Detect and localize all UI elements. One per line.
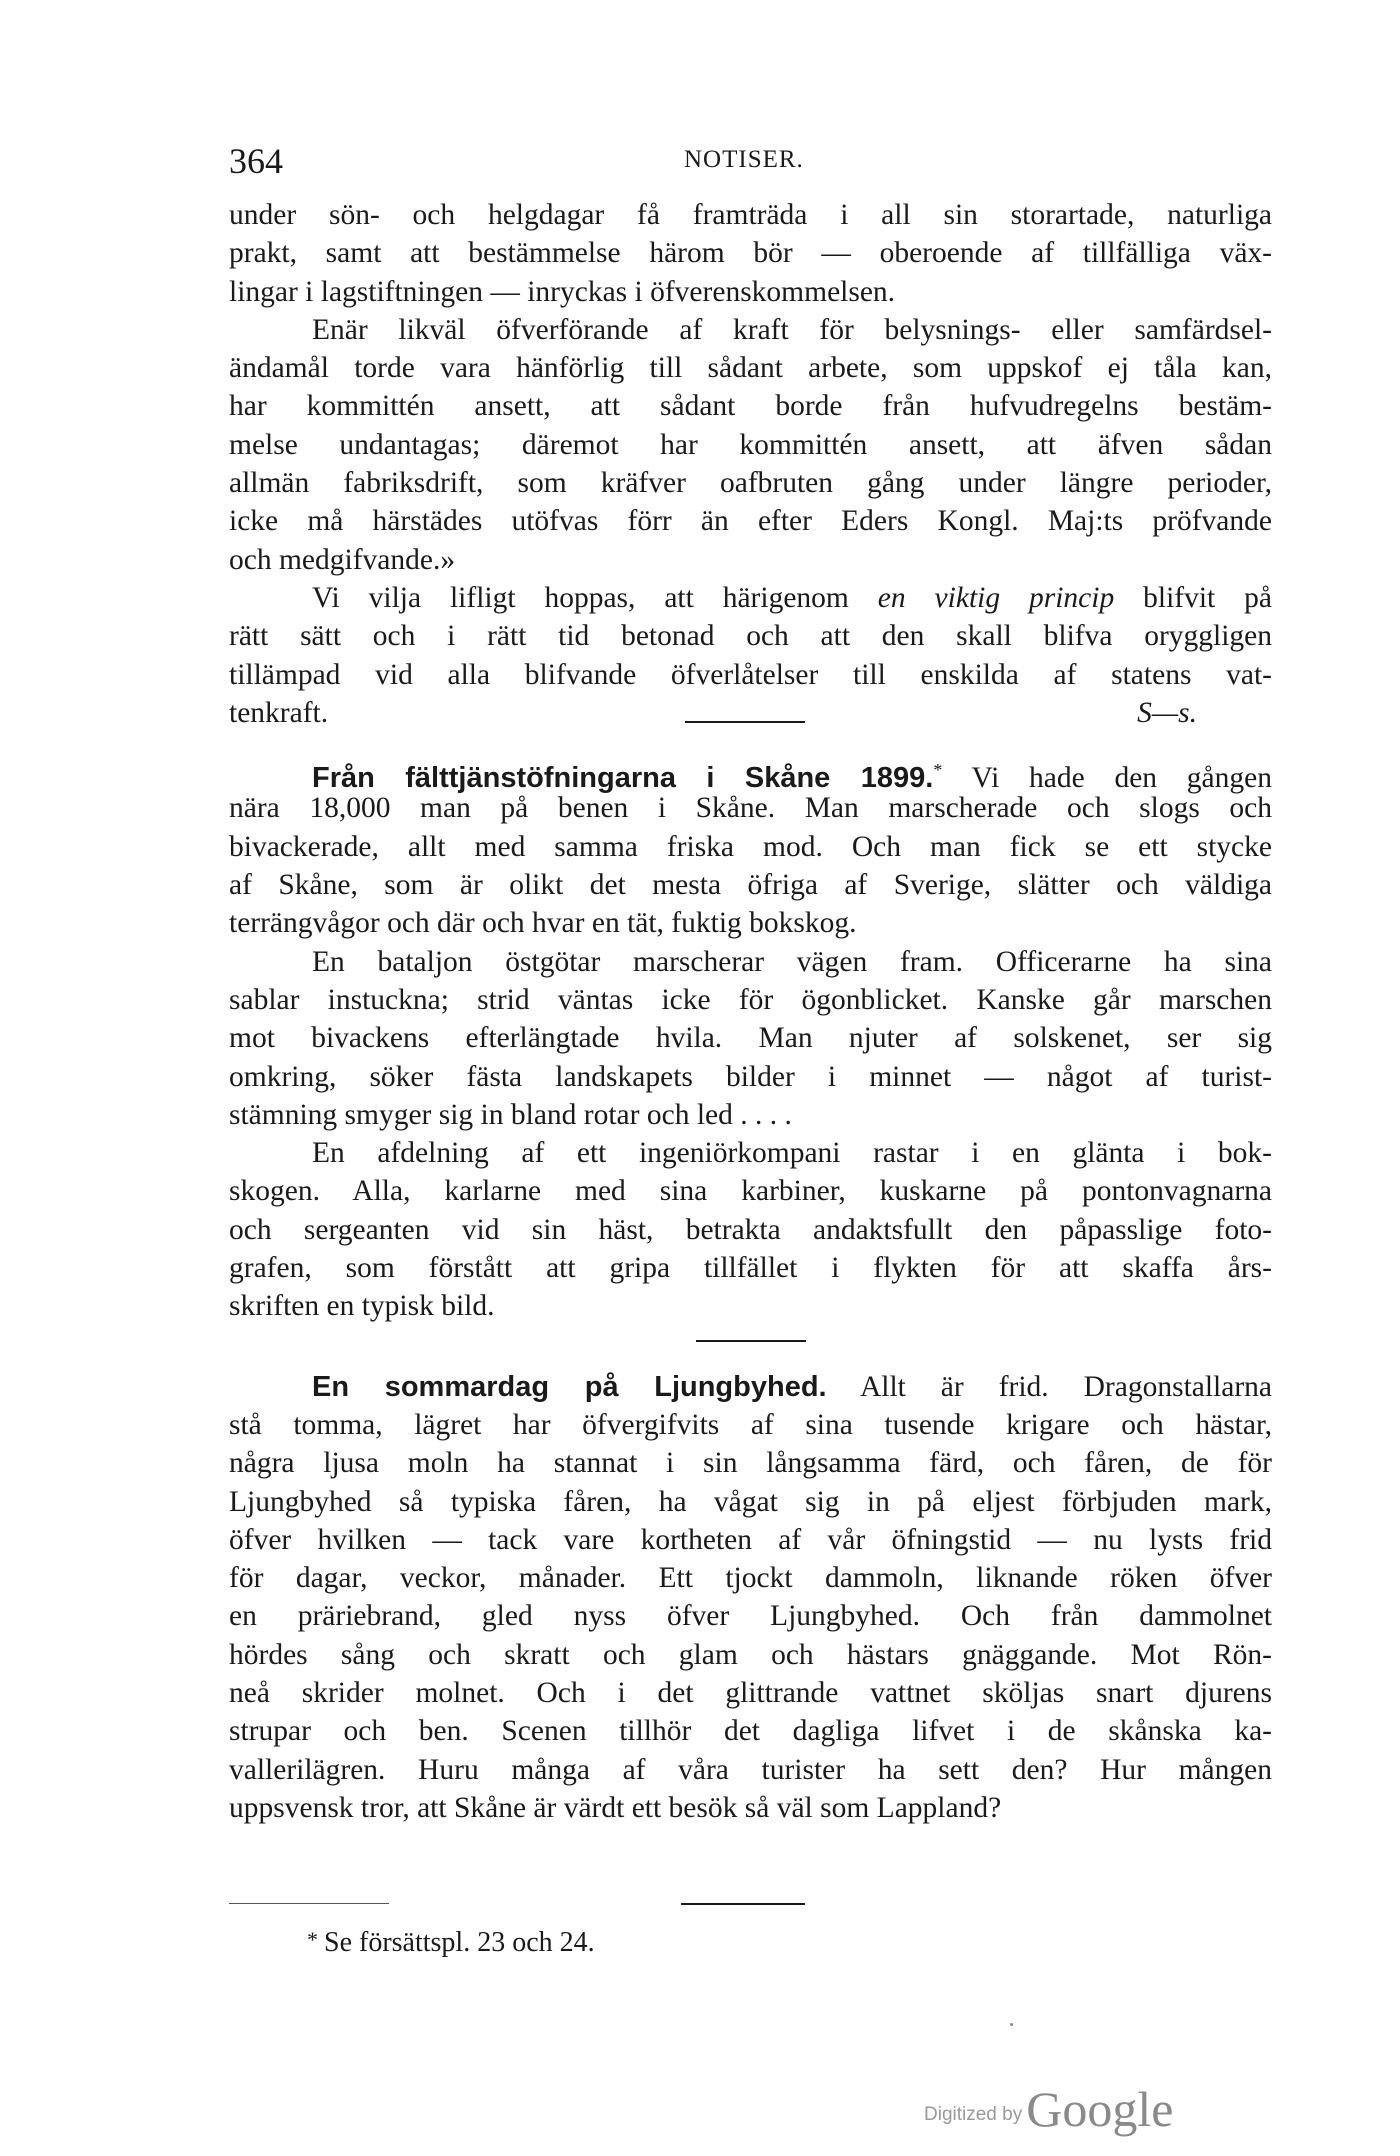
paragraph-continuation [229, 196, 1272, 311]
text-segment: blifvit på [1143, 581, 1273, 614]
scan-speck [1010, 2023, 1013, 2026]
text-line: prakt, samt att bestämmelse härom bör — oberoende af tillfälliga väx- [229, 237, 1272, 270]
text-line: omkring, söker fästa landskapets bilder i minnet — något af turist- [229, 1060, 1272, 1093]
section-gap [229, 1342, 1272, 1368]
text-line: nära 18,000 man på benen i Skåne. Man marscherade och slogs och [229, 792, 1272, 825]
separator-rule [681, 1903, 805, 1905]
text-line [229, 579, 1272, 617]
footnote-marker: * [307, 1927, 318, 1952]
text-line [229, 1368, 1272, 1406]
text-line: under sön- och helgdagar få framträda i all sin storartade, naturliga [229, 199, 1272, 231]
footnote [307, 1927, 595, 1959]
text-line: och medgifvande.» [229, 543, 456, 576]
text-line-with-signature [229, 694, 1272, 732]
section-gap [229, 732, 1272, 751]
section-ljungbyhed [229, 1368, 1272, 1828]
text-line: af Skåne, som är olikt det mesta öfriga af Sverige, slätter och väldiga [229, 869, 1272, 902]
text-line: öfver hvilken — tack vare kortheten af vår öfningstid — nu lysts frid [229, 1523, 1272, 1556]
footnote-text: Se försättspl. 23 och 24. [324, 1927, 595, 1958]
section-heading: Från fälttjänstöfningarna i Skåne 1899. [312, 761, 934, 794]
watermark-prefix: Digitized by [924, 2104, 1023, 2125]
text-line: några ljusa moln ha stannat i sin långsamma färd, och fåren, de för [229, 1447, 1272, 1480]
section-heading: En sommardag på Ljungbyhed. [312, 1370, 827, 1403]
text-line: rätt sätt och i rätt tid betonad och att den skall blifva oryggligen [229, 620, 1272, 653]
text-line [229, 751, 1272, 794]
text-line: stämning smyger sig in bland rotar och led . . . . [229, 1098, 792, 1131]
text-line: En afdelning af ett ingeniörkompani rastar i en glänta i bok- [312, 1137, 1272, 1170]
text-line: Enär likväl öfverförande af kraft för belysnings- eller samfärdsel- [312, 313, 1272, 346]
page-header [229, 140, 1272, 190]
separator-rule [685, 721, 805, 723]
digitization-watermark [924, 2080, 1173, 2138]
text-line: hördes sång och skratt och glam och hästars gnäggande. Mot Rön- [229, 1638, 1272, 1671]
text-line: skogen. Alla, karlarne med sina karbiner, kuskarne på pontonvagnarna [229, 1175, 1272, 1208]
text-segment: Allt är frid. Dragonstallarna [859, 1370, 1273, 1403]
text-line: uppsvensk tror, att Skåne är värdt ett besök så väl som Lappland? [229, 1791, 1002, 1824]
text-line: skriften en typisk bild. [229, 1290, 495, 1323]
text-line: grafen, som förstått att gripa tillfället i flykten för att skaffa års- [229, 1252, 1272, 1285]
text-line: bivackerade, allt med samma friska mod. Och man fick se ett stycke [229, 830, 1272, 863]
text-line: en präriebrand, gled nyss öfver Ljungbyhed. Och från dammolnet [229, 1600, 1272, 1633]
text-line: vallerilägren. Huru många af våra turister ha sett den? Hur mången [229, 1753, 1272, 1786]
text-line: tillämpad vid alla blifvande öfverlåtelser till enskilda af statens vat- [229, 658, 1272, 691]
google-logo: Google [1026, 2081, 1174, 2137]
running-head: NOTISER. [684, 146, 804, 173]
text-line: och sergeanten vid sin häst, betrakta andaktsfullt den påpasslige foto- [229, 1213, 1272, 1246]
text-line: Ljungbyhed så typiska fåren, ha vågat sig in på eljest förbjuden mark, [229, 1485, 1272, 1518]
footnote-marker: * [933, 760, 943, 781]
text-line: neå skrider molnet. Och i det glittrande vattnet sköljas snart djurens [229, 1676, 1272, 1709]
text-segment: Vi hade den gången [971, 761, 1272, 794]
text-line: strupar och ben. Scenen tillhör det dagliga lifvet i de skånska ka- [229, 1715, 1272, 1748]
section-field-exercises [229, 751, 1272, 1325]
italic-phrase: en viktig princip [877, 581, 1115, 614]
text-line: ändamål torde vara hänförlig till sådant arbete, som uppskof ej tåla kan, [229, 352, 1272, 385]
text-line: mot bivackens efterlängtade hvila. Man njuter af solskenet, ser sig [229, 1022, 1272, 1055]
text-line: sablar instuckna; strid väntas icke för ögonblicket. Kanske går marschen [229, 983, 1272, 1016]
text-line: lingar i lagstiftningen — inryckas i öfverenskommelsen. [229, 275, 896, 308]
paragraph-committee [229, 311, 1272, 579]
page-number: 364 [229, 141, 283, 181]
text-segment: Vi vilja lifligt hoppas, att härigenom [312, 581, 849, 614]
footnote-rule [229, 1903, 389, 1904]
footnote-separator [229, 1903, 1272, 1907]
text-line: terrängvågor och där och hvar en tät, fuktig bokskog. [229, 907, 857, 940]
text-line: stå tomma, lägret har öfvergifvits af sina tusende krigare och hästar, [229, 1408, 1272, 1441]
text-line: allmän fabriksdrift, som kräfver oafbruten gång under längre perioder, [229, 467, 1272, 500]
text-line: har kommittén ansett, att sådant borde från hufvudregelns bestäm- [229, 390, 1272, 423]
text-line: melse undantagas; däremot har kommittén ansett, att äfven sådan [229, 428, 1272, 461]
section-gap [229, 1326, 1272, 1340]
text-line: för dagar, veckor, månader. Ett tjockt dammoln, liknande röken öfver [229, 1562, 1272, 1595]
text-segment: tenkraft. [229, 696, 329, 729]
paragraph-principle [229, 579, 1272, 732]
page-body [229, 196, 1272, 1827]
text-line: icke må härstädes utöfvas förr än efter Eders Kongl. Maj:ts pröfvande [229, 505, 1272, 538]
signature: S—s. [1137, 696, 1197, 729]
text-line: En bataljon östgötar marscherar vägen fram. Officerarne ha sina [312, 945, 1272, 978]
